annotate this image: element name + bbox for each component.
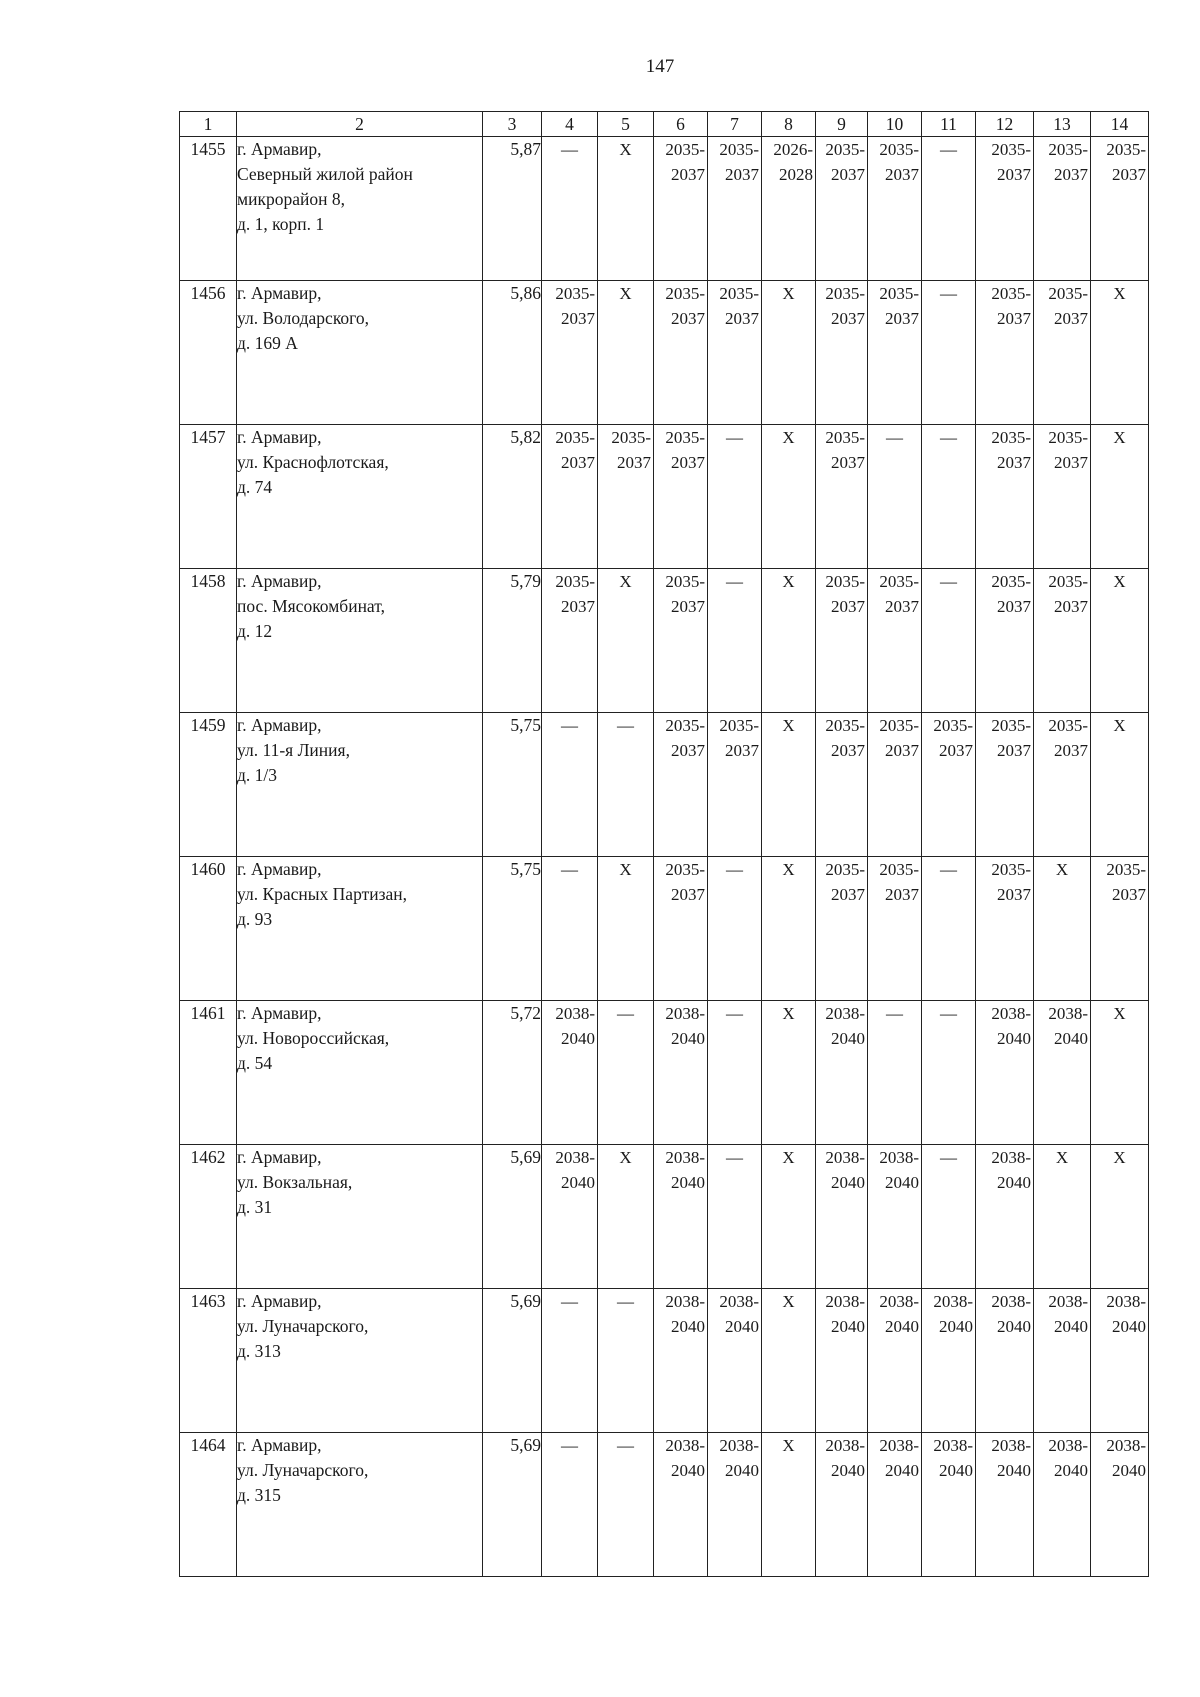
period-cell-col-6: 2035- 2037 [654, 857, 708, 1001]
period-cell-col-12: 2035- 2037 [976, 713, 1034, 857]
column-header-7: 7 [708, 112, 762, 137]
period-cell-col-11: 2035- 2037 [922, 713, 976, 857]
period-cell-col-10: 2035- 2037 [868, 281, 922, 425]
period-cell-col-8: Х [762, 713, 816, 857]
address-line: г. Армавир, [237, 1003, 322, 1023]
column-header-11: 11 [922, 112, 976, 137]
row-number: 1455 [180, 137, 237, 281]
row-number: 1456 [180, 281, 237, 425]
address-line: г. Армавир, [237, 715, 322, 735]
period-cell-col-4: — [542, 713, 598, 857]
period-cell-col-8: Х [762, 1289, 816, 1433]
address-line: ул. Краснофлотская, [237, 452, 389, 472]
address-line: ул. Вокзальная, [237, 1172, 353, 1192]
column-header-2: 2 [237, 112, 483, 137]
period-cell-col-6: 2035- 2037 [654, 569, 708, 713]
address-line: д. 12 [237, 621, 273, 641]
address-cell [237, 569, 483, 713]
address-line: ул. Луначарского, [237, 1460, 369, 1480]
address-cell [237, 1001, 483, 1145]
value-cell: 5,75 [483, 857, 542, 1001]
column-header-5: 5 [598, 112, 654, 137]
period-cell-col-13: 2035- 2037 [1034, 137, 1091, 281]
period-cell-col-6: 2038- 2040 [654, 1433, 708, 1577]
row-number: 1462 [180, 1145, 237, 1289]
period-cell-col-13: 2035- 2037 [1034, 281, 1091, 425]
row-number: 1460 [180, 857, 237, 1001]
period-cell-col-8: Х [762, 857, 816, 1001]
column-header-6: 6 [654, 112, 708, 137]
period-cell-col-14: 2035- 2037 [1091, 137, 1149, 281]
period-cell-col-11: — [922, 137, 976, 281]
period-cell-col-14: Х [1091, 569, 1149, 713]
period-cell-col-9: 2035- 2037 [816, 425, 868, 569]
period-cell-col-5: 2035- 2037 [598, 425, 654, 569]
period-cell-col-6: 2038- 2040 [654, 1289, 708, 1433]
table-row [180, 857, 1149, 1001]
period-cell-col-5: Х [598, 1145, 654, 1289]
period-cell-col-10: — [868, 1001, 922, 1145]
table-row [180, 1145, 1149, 1289]
period-cell-col-7: 2035- 2037 [708, 137, 762, 281]
column-header-13: 13 [1034, 112, 1091, 137]
row-number: 1457 [180, 425, 237, 569]
period-cell-col-4: 2035- 2037 [542, 569, 598, 713]
period-cell-col-14: Х [1091, 1145, 1149, 1289]
period-cell-col-11: — [922, 1145, 976, 1289]
period-cell-col-8: Х [762, 281, 816, 425]
period-cell-col-6: 2038- 2040 [654, 1145, 708, 1289]
period-cell-col-5: — [598, 1289, 654, 1433]
row-number: 1458 [180, 569, 237, 713]
period-cell-col-5: Х [598, 569, 654, 713]
row-number: 1463 [180, 1289, 237, 1433]
value-cell: 5,69 [483, 1289, 542, 1433]
value-cell: 5,86 [483, 281, 542, 425]
period-cell-col-14: 2038- 2040 [1091, 1433, 1149, 1577]
value-cell: 5,72 [483, 1001, 542, 1145]
address-line: д. 93 [237, 909, 273, 929]
period-cell-col-11: — [922, 857, 976, 1001]
period-cell-col-13: 2038- 2040 [1034, 1001, 1091, 1145]
address-line: г. Армавир, [237, 571, 322, 591]
period-cell-col-12: 2038- 2040 [976, 1001, 1034, 1145]
address-line: д. 313 [237, 1341, 281, 1361]
value-cell: 5,87 [483, 137, 542, 281]
table-header [180, 112, 1149, 137]
period-cell-col-14: Х [1091, 713, 1149, 857]
period-cell-col-7: — [708, 425, 762, 569]
period-cell-col-13: 2038- 2040 [1034, 1289, 1091, 1433]
period-cell-col-6: 2035- 2037 [654, 713, 708, 857]
period-cell-col-13: 2035- 2037 [1034, 569, 1091, 713]
period-cell-col-12: 2035- 2037 [976, 425, 1034, 569]
period-cell-col-11: 2038- 2040 [922, 1289, 976, 1433]
period-cell-col-5: — [598, 713, 654, 857]
period-cell-col-4: 2038- 2040 [542, 1001, 598, 1145]
column-header-4: 4 [542, 112, 598, 137]
period-cell-col-10: 2035- 2037 [868, 713, 922, 857]
column-header-12: 12 [976, 112, 1034, 137]
table-row [180, 281, 1149, 425]
address-cell [237, 1145, 483, 1289]
period-cell-col-13: Х [1034, 857, 1091, 1001]
page-number: 147 [645, 56, 675, 77]
table-row [180, 425, 1149, 569]
value-cell: 5,79 [483, 569, 542, 713]
period-cell-col-7: 2035- 2037 [708, 281, 762, 425]
period-cell-col-9: 2038- 2040 [816, 1433, 868, 1577]
period-cell-col-4: 2038- 2040 [542, 1145, 598, 1289]
period-cell-col-11: 2038- 2040 [922, 1433, 976, 1577]
period-cell-col-13: Х [1034, 1145, 1091, 1289]
row-number: 1464 [180, 1433, 237, 1577]
address-line: ул. Красных Партизан, [237, 884, 408, 904]
period-cell-col-7: — [708, 857, 762, 1001]
address-line: д. 31 [237, 1197, 273, 1217]
address-line: ул. 11-я Линия, [237, 740, 350, 760]
period-cell-col-6: 2035- 2037 [654, 137, 708, 281]
value-cell: 5,75 [483, 713, 542, 857]
period-cell-col-4: — [542, 857, 598, 1001]
period-cell-col-5: — [598, 1433, 654, 1577]
period-cell-col-9: 2038- 2040 [816, 1145, 868, 1289]
period-cell-col-10: — [868, 425, 922, 569]
column-header-8: 8 [762, 112, 816, 137]
period-cell-col-4: 2035- 2037 [542, 425, 598, 569]
address-line: г. Армавир, [237, 1291, 322, 1311]
address-line: ул. Новороссийская, [237, 1028, 390, 1048]
address-cell [237, 1433, 483, 1577]
period-cell-col-5: Х [598, 857, 654, 1001]
period-cell-col-4: — [542, 137, 598, 281]
period-cell-col-9: 2035- 2037 [816, 569, 868, 713]
value-cell: 5,69 [483, 1433, 542, 1577]
period-cell-col-6: 2035- 2037 [654, 281, 708, 425]
period-cell-col-14: Х [1091, 1001, 1149, 1145]
period-cell-col-10: 2038- 2040 [868, 1433, 922, 1577]
address-line: г. Армавир, [237, 139, 322, 159]
address-cell [237, 857, 483, 1001]
table-row [180, 569, 1149, 713]
period-cell-col-8: Х [762, 1001, 816, 1145]
period-cell-col-10: 2038- 2040 [868, 1289, 922, 1433]
header-row [180, 112, 1149, 137]
period-cell-col-13: 2035- 2037 [1034, 713, 1091, 857]
address-cell [237, 281, 483, 425]
address-line: д. 169 А [237, 333, 298, 353]
period-cell-col-14: Х [1091, 281, 1149, 425]
period-cell-col-12: 2035- 2037 [976, 281, 1034, 425]
period-cell-col-14: 2038- 2040 [1091, 1289, 1149, 1433]
address-line: г. Армавир, [237, 1147, 322, 1167]
address-line: г. Армавир, [237, 283, 322, 303]
value-cell: 5,69 [483, 1145, 542, 1289]
address-line: г. Армавир, [237, 1435, 322, 1455]
period-cell-col-12: 2035- 2037 [976, 569, 1034, 713]
period-cell-col-7: 2035- 2037 [708, 713, 762, 857]
period-cell-col-8: Х [762, 1433, 816, 1577]
address-line: ул. Володарского, [237, 308, 370, 328]
period-cell-col-10: 2038- 2040 [868, 1145, 922, 1289]
column-header-14: 14 [1091, 112, 1149, 137]
period-cell-col-10: 2035- 2037 [868, 857, 922, 1001]
column-header-3: 3 [483, 112, 542, 137]
period-cell-col-11: — [922, 281, 976, 425]
period-cell-col-9: 2035- 2037 [816, 713, 868, 857]
period-cell-col-13: 2035- 2037 [1034, 425, 1091, 569]
address-cell [237, 713, 483, 857]
column-header-10: 10 [868, 112, 922, 137]
period-cell-col-12: 2035- 2037 [976, 137, 1034, 281]
period-cell-col-4: — [542, 1433, 598, 1577]
period-cell-col-9: 2038- 2040 [816, 1001, 868, 1145]
table-row [180, 713, 1149, 857]
address-line: д. 54 [237, 1053, 273, 1073]
period-cell-col-12: 2038- 2040 [976, 1145, 1034, 1289]
period-cell-col-7: — [708, 1001, 762, 1145]
row-number: 1459 [180, 713, 237, 857]
table-row [180, 1001, 1149, 1145]
period-cell-col-7: — [708, 1145, 762, 1289]
period-cell-col-14: Х [1091, 425, 1149, 569]
value-cell: 5,82 [483, 425, 542, 569]
address-cell [237, 137, 483, 281]
column-header-9: 9 [816, 112, 868, 137]
period-cell-col-14: 2035- 2037 [1091, 857, 1149, 1001]
column-header-1: 1 [180, 112, 237, 137]
table-body [180, 137, 1149, 1577]
period-cell-col-9: 2035- 2037 [816, 137, 868, 281]
address-line: г. Армавир, [237, 427, 322, 447]
period-cell-col-8: Х [762, 569, 816, 713]
row-number: 1461 [180, 1001, 237, 1145]
address-line: микрорайон 8, [237, 189, 345, 209]
period-cell-col-8: 2026- 2028 [762, 137, 816, 281]
period-cell-col-7: 2038- 2040 [708, 1289, 762, 1433]
address-cell [237, 1289, 483, 1433]
table-row [180, 137, 1149, 281]
period-cell-col-10: 2035- 2037 [868, 569, 922, 713]
address-cell [237, 425, 483, 569]
address-line: д. 315 [237, 1485, 281, 1505]
address-line: ул. Луначарского, [237, 1316, 369, 1336]
address-line: д. 1, корп. 1 [237, 214, 325, 234]
period-cell-col-9: 2038- 2040 [816, 1289, 868, 1433]
address-line: Северный жилой район [237, 164, 413, 184]
period-cell-col-12: 2038- 2040 [976, 1433, 1034, 1577]
register-table [179, 111, 1149, 1577]
period-cell-col-7: 2038- 2040 [708, 1433, 762, 1577]
period-cell-col-9: 2035- 2037 [816, 857, 868, 1001]
period-cell-col-4: 2035- 2037 [542, 281, 598, 425]
period-cell-col-11: — [922, 1001, 976, 1145]
period-cell-col-9: 2035- 2037 [816, 281, 868, 425]
period-cell-col-11: — [922, 425, 976, 569]
address-line: г. Армавир, [237, 859, 322, 879]
period-cell-col-5: Х [598, 137, 654, 281]
period-cell-col-8: Х [762, 425, 816, 569]
address-line: д. 74 [237, 477, 273, 497]
period-cell-col-10: 2035- 2037 [868, 137, 922, 281]
period-cell-col-13: 2038- 2040 [1034, 1433, 1091, 1577]
period-cell-col-5: — [598, 1001, 654, 1145]
period-cell-col-5: Х [598, 281, 654, 425]
address-line: д. 1/3 [237, 765, 278, 785]
table-row [180, 1433, 1149, 1577]
period-cell-col-11: — [922, 569, 976, 713]
period-cell-col-12: 2035- 2037 [976, 857, 1034, 1001]
period-cell-col-8: Х [762, 1145, 816, 1289]
period-cell-col-6: 2035- 2037 [654, 425, 708, 569]
period-cell-col-12: 2038- 2040 [976, 1289, 1034, 1433]
period-cell-col-7: — [708, 569, 762, 713]
period-cell-col-6: 2038- 2040 [654, 1001, 708, 1145]
period-cell-col-4: — [542, 1289, 598, 1433]
address-line: пос. Мясокомбинат, [237, 596, 385, 616]
table-row [180, 1289, 1149, 1433]
